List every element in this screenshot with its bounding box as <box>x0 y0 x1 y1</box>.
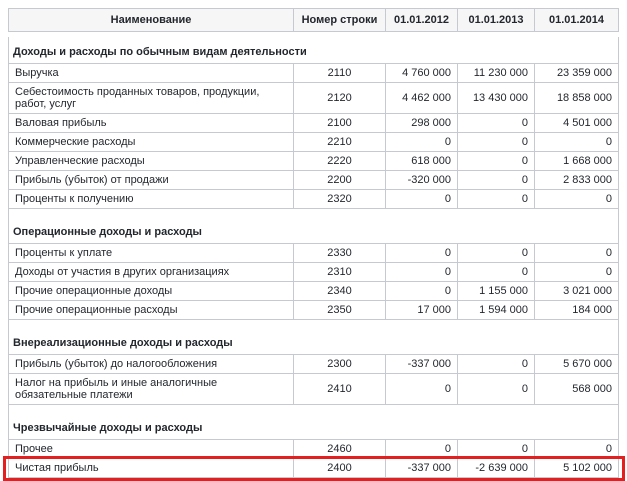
cell-y2014: 0 <box>535 190 619 209</box>
cell-y2014: 1 668 000 <box>535 152 619 171</box>
table-row <box>9 171 619 190</box>
cell-y2013: 0 <box>458 374 535 405</box>
cell-code: 2200 <box>294 171 386 190</box>
cell-code: 2410 <box>294 374 386 405</box>
cell-y2013: 0 <box>458 171 535 190</box>
cell-name: Валовая прибыль <box>9 114 294 133</box>
cell-code: 2460 <box>294 440 386 459</box>
cell-code: 2330 <box>294 244 386 263</box>
table-row <box>9 355 619 374</box>
table-row <box>9 459 619 478</box>
section-title-row <box>9 37 619 64</box>
cell-y2012: 618 000 <box>386 152 458 171</box>
table-header <box>9 9 619 32</box>
cell-y2012: -337 000 <box>386 355 458 374</box>
section-title: Внереализационные доходы и расходы <box>9 331 619 355</box>
column-header-code: Номер строки <box>294 9 386 32</box>
table-row <box>9 301 619 320</box>
cell-name: Выручка <box>9 64 294 83</box>
cell-y2013: 1 155 000 <box>458 282 535 301</box>
cell-y2014: 23 359 000 <box>535 64 619 83</box>
column-header-y2014: 01.01.2014 <box>535 9 619 32</box>
cell-name: Прочие операционные доходы <box>9 282 294 301</box>
table-row <box>9 114 619 133</box>
cell-code: 2110 <box>294 64 386 83</box>
cell-y2013: 0 <box>458 152 535 171</box>
table-body <box>9 32 619 478</box>
column-header-y2013: 01.01.2013 <box>458 9 535 32</box>
section-title: Операционные доходы и расходы <box>9 220 619 244</box>
table-row <box>9 64 619 83</box>
cell-y2012: 4 760 000 <box>386 64 458 83</box>
table-row <box>9 152 619 171</box>
section-title-row <box>9 331 619 355</box>
header-row <box>9 9 619 32</box>
cell-code: 2220 <box>294 152 386 171</box>
cell-y2013: 0 <box>458 440 535 459</box>
section-spacer-row-cell <box>9 405 619 417</box>
cell-code: 2100 <box>294 114 386 133</box>
cell-y2014: 5 670 000 <box>535 355 619 374</box>
cell-y2013: 11 230 000 <box>458 64 535 83</box>
cell-code: 2310 <box>294 263 386 282</box>
cell-name: Себестоимость проданных товаров, продукции, работ, услуг <box>9 83 294 114</box>
cell-y2012: -337 000 <box>386 459 458 478</box>
section-title-row <box>9 220 619 244</box>
cell-code: 2210 <box>294 133 386 152</box>
section-title: Доходы и расходы по обычным видам деятельности <box>9 37 619 64</box>
cell-y2013: 0 <box>458 114 535 133</box>
cell-name: Прибыль (убыток) от продажи <box>9 171 294 190</box>
cell-y2013: 0 <box>458 133 535 152</box>
cell-y2013: 1 594 000 <box>458 301 535 320</box>
cell-y2012: 17 000 <box>386 301 458 320</box>
section-title-row <box>9 416 619 440</box>
cell-y2012: 298 000 <box>386 114 458 133</box>
cell-code: 2300 <box>294 355 386 374</box>
cell-y2012: 0 <box>386 133 458 152</box>
cell-code: 2120 <box>294 83 386 114</box>
cell-y2014: 0 <box>535 440 619 459</box>
cell-y2014: 184 000 <box>535 301 619 320</box>
cell-name: Управленческие расходы <box>9 152 294 171</box>
cell-name: Проценты к уплате <box>9 244 294 263</box>
table-row <box>9 83 619 114</box>
section-spacer-row <box>9 320 619 332</box>
table-row <box>9 282 619 301</box>
cell-name: Проценты к получению <box>9 190 294 209</box>
income-statement-table <box>8 8 619 478</box>
cell-y2012: 0 <box>386 190 458 209</box>
cell-y2012: 4 462 000 <box>386 83 458 114</box>
cell-y2014: 18 858 000 <box>535 83 619 114</box>
cell-y2012: 0 <box>386 282 458 301</box>
financial-report <box>8 8 619 478</box>
cell-code: 2340 <box>294 282 386 301</box>
section-spacer-row-cell <box>9 320 619 332</box>
cell-name: Коммерческие расходы <box>9 133 294 152</box>
cell-y2014: 0 <box>535 244 619 263</box>
section-spacer-row <box>9 209 619 221</box>
cell-y2014: 3 021 000 <box>535 282 619 301</box>
column-header-y2012: 01.01.2012 <box>386 9 458 32</box>
table-row <box>9 244 619 263</box>
cell-y2014: 568 000 <box>535 374 619 405</box>
table-row <box>9 133 619 152</box>
cell-y2012: 0 <box>386 374 458 405</box>
cell-y2012: 0 <box>386 263 458 282</box>
cell-y2012: -320 000 <box>386 171 458 190</box>
column-header-name: Наименование <box>9 9 294 32</box>
cell-y2014: 2 833 000 <box>535 171 619 190</box>
cell-y2013: -2 639 000 <box>458 459 535 478</box>
cell-name: Чистая прибыль <box>9 459 294 478</box>
cell-y2013: 13 430 000 <box>458 83 535 114</box>
cell-y2013: 0 <box>458 263 535 282</box>
cell-y2014: 0 <box>535 133 619 152</box>
cell-code: 2320 <box>294 190 386 209</box>
table-row <box>9 374 619 405</box>
table-row <box>9 190 619 209</box>
cell-y2013: 0 <box>458 190 535 209</box>
cell-y2013: 0 <box>458 355 535 374</box>
section-spacer-row <box>9 405 619 417</box>
cell-y2013: 0 <box>458 244 535 263</box>
cell-name: Прочее <box>9 440 294 459</box>
section-title: Чрезвычайные доходы и расходы <box>9 416 619 440</box>
table-row <box>9 263 619 282</box>
cell-code: 2350 <box>294 301 386 320</box>
cell-name: Прочие операционные расходы <box>9 301 294 320</box>
cell-y2014: 5 102 000 <box>535 459 619 478</box>
cell-y2012: 0 <box>386 244 458 263</box>
table-row <box>9 440 619 459</box>
section-spacer-row-cell <box>9 209 619 221</box>
cell-y2012: 0 <box>386 440 458 459</box>
cell-y2014: 4 501 000 <box>535 114 619 133</box>
cell-y2014: 0 <box>535 263 619 282</box>
cell-name: Доходы от участия в других организациях <box>9 263 294 282</box>
cell-name: Прибыль (убыток) до налогообложения <box>9 355 294 374</box>
cell-name: Налог на прибыль и иные аналогичные обязательные платежи <box>9 374 294 405</box>
cell-code: 2400 <box>294 459 386 478</box>
